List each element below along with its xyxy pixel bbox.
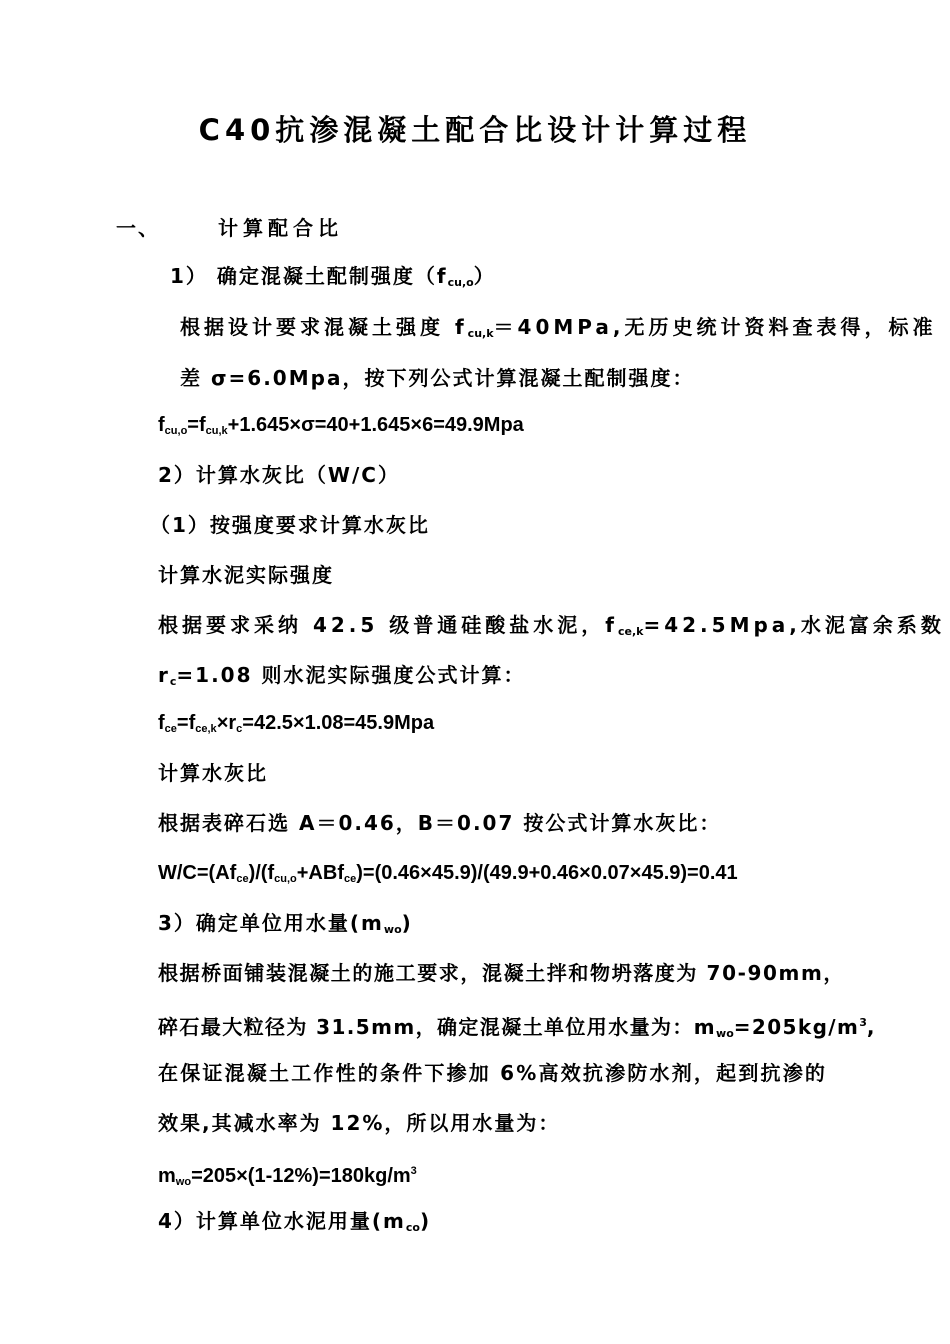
- document-title: C40抗渗混凝土配合比设计计算过程: [198, 113, 752, 147]
- step2-paragraph-line1: 根据要求采纳 42.5 级普通硅酸盐水泥，$f_{ce,k}=42.5Mpa$,水泥富余系数: [158, 613, 945, 638]
- step1-heading: 1） 确定混凝土配制强度$(f_{cu,o})$: [170, 264, 496, 289]
- formula-wc: $W/C=(Af_{ce})/(f_{cu,o}+ABf_{ce})=(0.46\times 45.9)/(49.9+0.46\times 0.07\times 45.9)=0.41$: [158, 862, 738, 885]
- step2-paragraph-line3: 根据表碎石选 A＝0.46，B＝0.07 按公式计算水灰比：: [158, 811, 722, 835]
- formula-fce: $f_{ce}=f_{ce,k}\times r_c=42.5\times 1.08=45.9Mpa$: [158, 712, 435, 735]
- step3-paragraph-line2: 碎石最大粒径为 31.5mm，确定混凝土单位用水量为：$m_{wo}=205kg/m^3$,: [158, 1015, 876, 1040]
- step1-paragraph-line1: 根据设计要求混凝土强度 $f_{cu,k}=40MPa$,无历史统计资料查表得，标准: [180, 315, 937, 340]
- formula-fcuo: $f_{cu,o}=f_{cu,k}+1.645\times\sigma=40+1.645\times 6=49.9Mpa$: [158, 414, 524, 437]
- step2-heading: 2）计算水灰比（W/C）: [158, 463, 400, 487]
- formula-mwo: $m_{wo}=205\times(1-12\%)=180kg/m^3$: [158, 1165, 417, 1188]
- step1-paragraph-line2: 差 σ=6.0Mpa，按下列公式计算混凝土配制强度：: [180, 366, 695, 390]
- section-heading: 计算配合比: [218, 216, 343, 240]
- step2-subheading-wc: 计算水灰比: [158, 761, 268, 785]
- step3-paragraph-line4: 效果,其减水率为 12%，所以用水量为：: [158, 1111, 561, 1135]
- step3-paragraph-line1: 根据桥面铺装混凝土的施工要求，混凝土拌和物坍落度为 70-90mm，: [158, 961, 846, 985]
- step3-paragraph-line3: 在保证混凝土工作性的条件下掺加 6%高效抗渗防水剂，起到抗渗的: [158, 1061, 828, 1085]
- step2-paragraph-line2: $r_c=1.08$ 则水泥实际强度公式计算：: [158, 663, 526, 688]
- step4-heading: 4）计算单位水泥用量$(m_{co})$: [158, 1209, 432, 1234]
- step2-subheading-strength: （1）按强度要求计算水灰比: [150, 513, 430, 537]
- section-number: 一、: [116, 216, 160, 240]
- step3-heading: 3）确定单位用水量$(m_{wo})$: [158, 911, 413, 936]
- step2-subheading-cement-strength: 计算水泥实际强度: [158, 563, 334, 587]
